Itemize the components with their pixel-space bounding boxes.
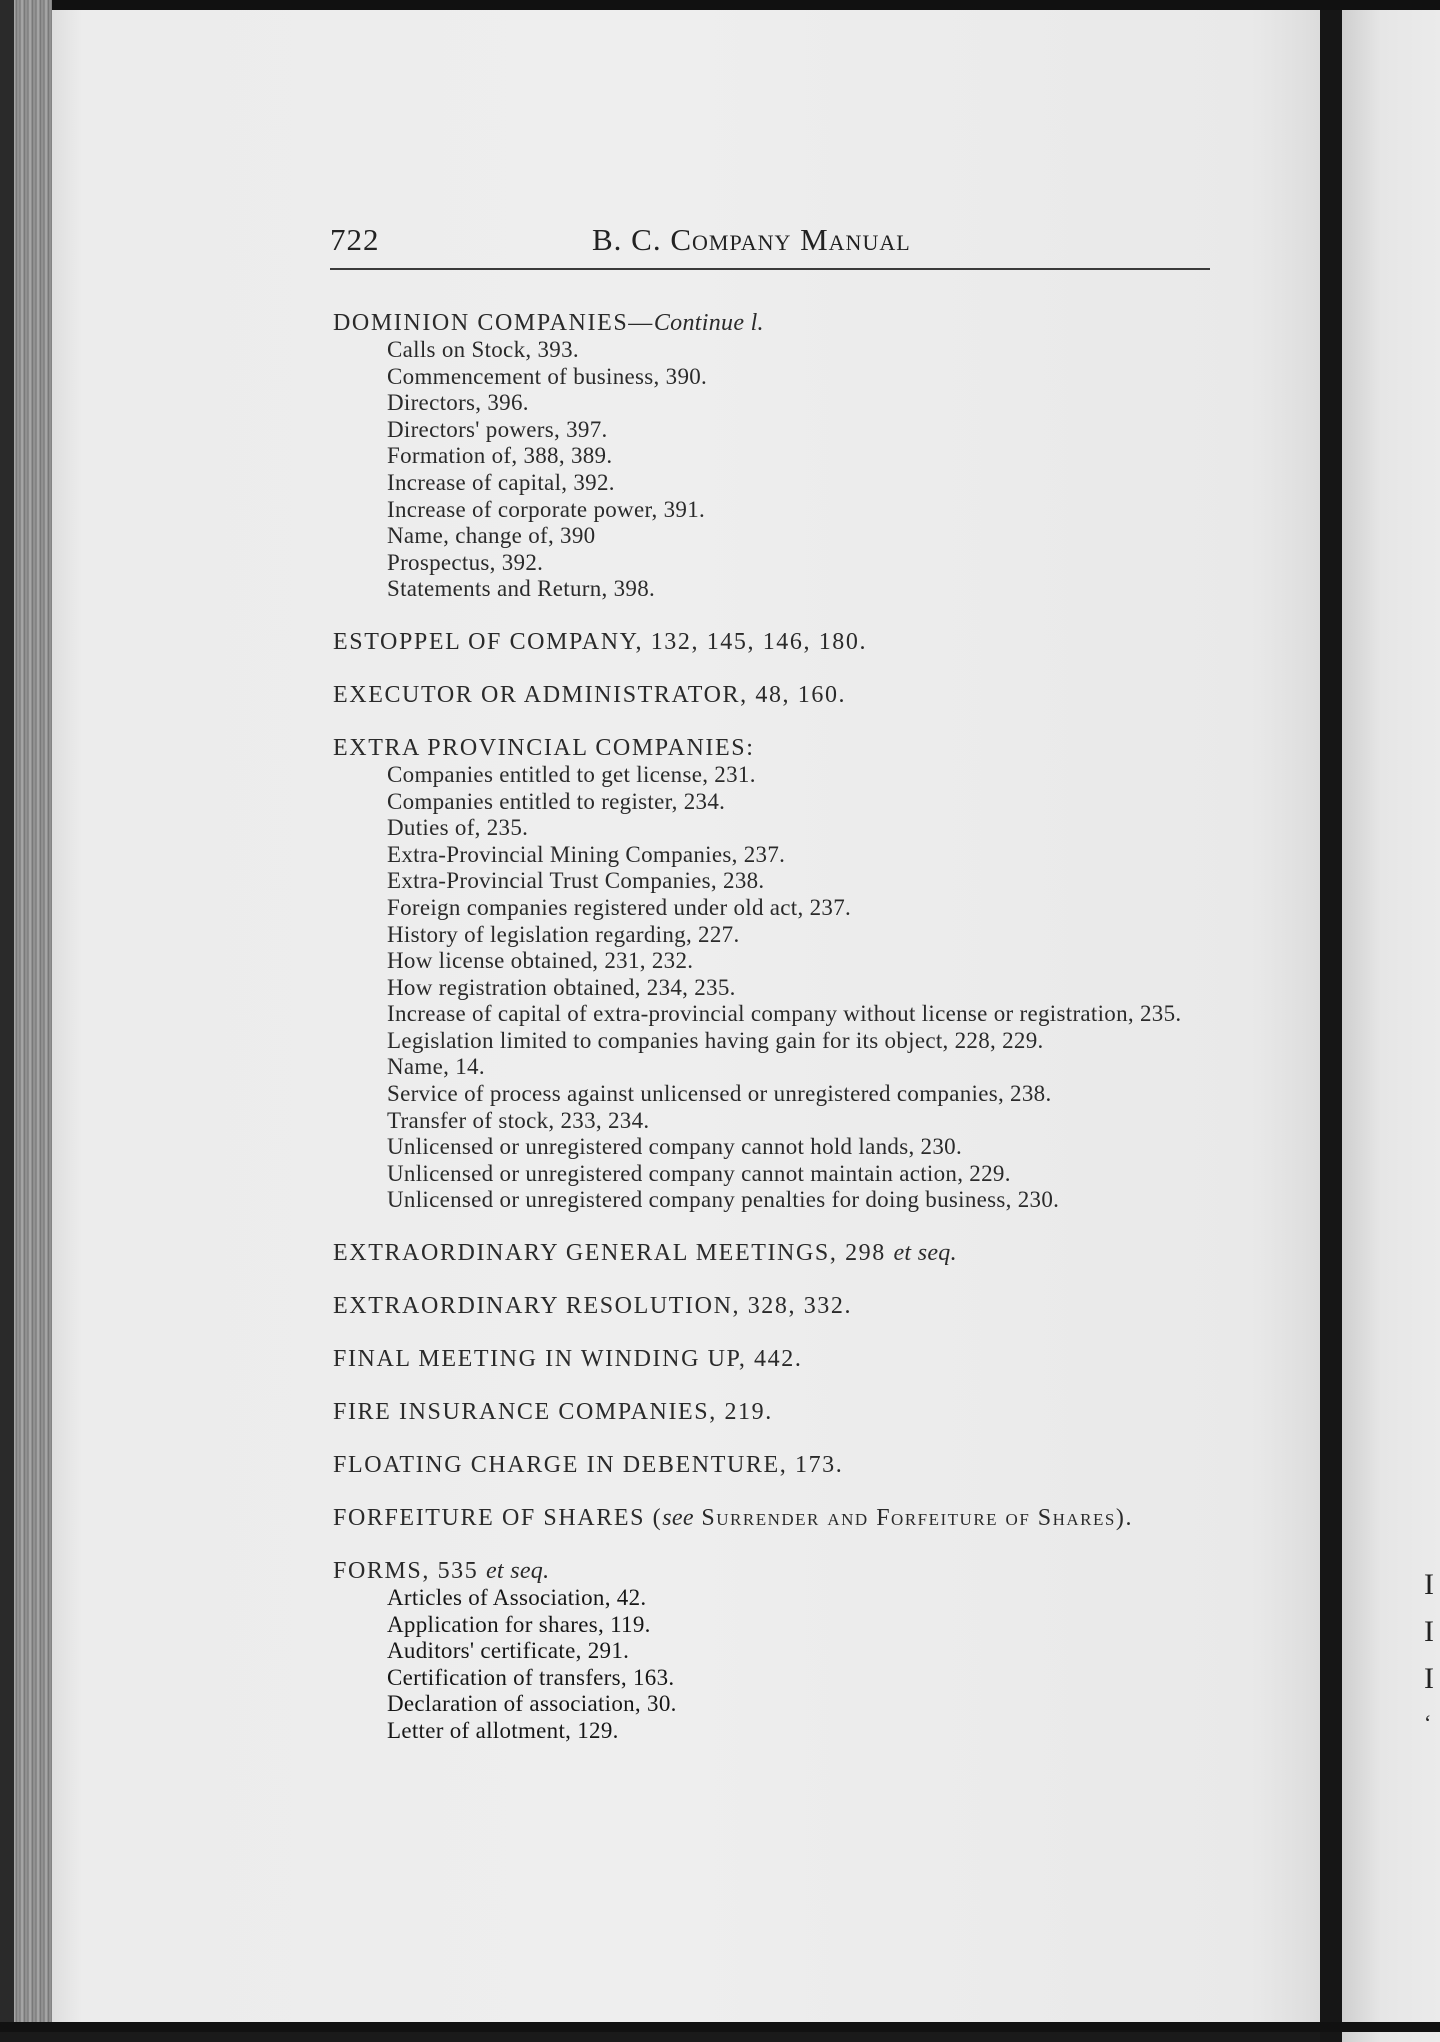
facing-page-edge <box>1342 10 1440 2042</box>
et-seq-label: et seq. <box>893 1240 957 1267</box>
subentry: How registration obtained, 234, 235. <box>387 974 736 1000</box>
subentry: Legislation limited to companies having gain for its object, 228, 229. <box>387 1027 1044 1053</box>
subentry: Articles of Association, 42. <box>387 1585 647 1611</box>
scan-bottom-border <box>0 2022 1440 2032</box>
page-number: 722 <box>330 222 380 257</box>
subentry: Auditors' certificate, 291. <box>387 1638 630 1664</box>
see-label: see <box>662 1505 694 1532</box>
index-entry-forms <box>333 1558 1223 1745</box>
entry-heading: FLOATING CHARGE IN DEBENTURE, 173. <box>333 1452 844 1479</box>
subentry: Increase of corporate power, 391. <box>387 496 706 522</box>
entry-heading <box>333 310 1223 337</box>
subentry: History of legislation regarding, 227. <box>387 921 740 947</box>
subentry: Transfer of stock, 233, 234. <box>387 1107 650 1133</box>
index-entry-extraordinary-meetings <box>333 1240 1223 1267</box>
subentry: Extra-Provincial Trust Companies, 238. <box>387 868 765 894</box>
index-entry-extraordinary-resolution <box>333 1293 1223 1320</box>
subentry: How license obtained, 231, 232. <box>387 948 694 974</box>
subentry: Foreign companies registered under old act, 237. <box>387 894 852 920</box>
subentry: Name, change of, 390 <box>387 523 596 549</box>
subentry: Calls on Stock, 393. <box>387 337 579 362</box>
subentry: Increase of capital, 392. <box>387 469 615 495</box>
subentry: Service of process against unlicensed or unregistered companies, 238. <box>387 1081 1052 1107</box>
header-rule <box>330 268 1210 270</box>
running-head <box>330 222 1210 270</box>
index-entry-forfeiture <box>333 1505 1223 1532</box>
subentry: Duties of, 235. <box>387 815 529 841</box>
entry-heading <box>333 1558 1223 1585</box>
facing-page-glyph: I <box>1424 1662 1434 1695</box>
subentry: Directors' powers, 397. <box>387 416 608 442</box>
subentry: Unlicensed or unregistered company cannot maintain action, 229. <box>387 1160 1011 1186</box>
entry-heading: FINAL MEETING IN WINDING UP, 442. <box>333 1346 803 1373</box>
heading-text: FORFEITURE OF SHARES ( <box>333 1505 663 1532</box>
subentry: Directors, 396. <box>387 390 529 416</box>
subentry: Letter of allotment, 129. <box>387 1718 619 1743</box>
et-seq-label: et seq. <box>485 1558 550 1585</box>
index-entry-floating-charge <box>333 1452 1223 1479</box>
facing-page-glyph: I <box>1424 1568 1434 1601</box>
facing-page-glyph: I <box>1424 1615 1434 1648</box>
entry-heading <box>333 1505 1223 1532</box>
subentry: Formation of, 388, 389. <box>387 443 613 469</box>
subentry: Certification of transfers, 163. <box>387 1664 675 1690</box>
entry-heading: EXTRAORDINARY RESOLUTION, 328, 332. <box>333 1293 853 1320</box>
entry-heading: EXTRA PROVINCIAL COMPANIES: <box>333 734 755 761</box>
scan-top-border <box>0 0 1440 10</box>
index-entry-dominion <box>333 310 1223 603</box>
subentry: Extra-Provincial Mining Companies, 237. <box>387 841 786 867</box>
heading-text: EXTRAORDINARY GENERAL MEETINGS, 298 <box>333 1240 886 1267</box>
subentry: Increase of capital of extra-provincial company without license or registration, 235. <box>387 1001 1182 1027</box>
subentry: Statements and Return, 398. <box>387 576 656 602</box>
scan-left-border <box>0 0 14 2032</box>
subentry: Prospectus, 392. <box>387 549 544 575</box>
entry-heading: FIRE INSURANCE COMPANIES, 219. <box>333 1399 773 1426</box>
book-gutter <box>1320 10 1342 2042</box>
index-entry-executor <box>333 682 1223 709</box>
entry-heading: ESTOPPEL OF COMPANY, 132, 145, 146, 180. <box>333 628 868 655</box>
subentry: Unlicensed or unregistered company penalties for doing business, 230. <box>387 1187 1060 1213</box>
subentry: Application for shares, 119. <box>387 1611 651 1637</box>
index-entry-fire-insurance <box>333 1399 1223 1426</box>
subentry: Name, 14. <box>387 1054 485 1080</box>
subentry: Declaration of association, 30. <box>387 1691 677 1717</box>
entry-heading: EXECUTOR OR ADMINISTRATOR, 48, 160. <box>333 681 847 708</box>
continued-label: Continue l. <box>653 310 764 336</box>
cross-reference: Surrender and Forfeiture of Shares <box>701 1505 1116 1532</box>
heading-close: ). <box>1115 1505 1134 1532</box>
index-entry-extra-provincial <box>333 735 1223 1214</box>
heading-text: DOMINION COMPANIES— <box>333 310 654 336</box>
heading-text: FORMS, 535 <box>333 1558 479 1585</box>
subentry: Companies entitled to register, 234. <box>387 788 726 814</box>
index-column <box>333 310 1223 1771</box>
index-entry-final-meeting <box>333 1346 1223 1373</box>
subentry: Commencement of business, 390. <box>387 363 708 389</box>
index-entry-estoppel <box>333 629 1223 656</box>
subentry: Companies entitled to get license, 231. <box>387 761 756 787</box>
page-title: B. C. Company Manual <box>592 222 911 257</box>
facing-page-glyph: ‘ <box>1424 1710 1432 1735</box>
entry-heading <box>333 1240 1223 1267</box>
subentry: Unlicensed or unregistered company cannot hold lands, 230. <box>387 1134 963 1160</box>
